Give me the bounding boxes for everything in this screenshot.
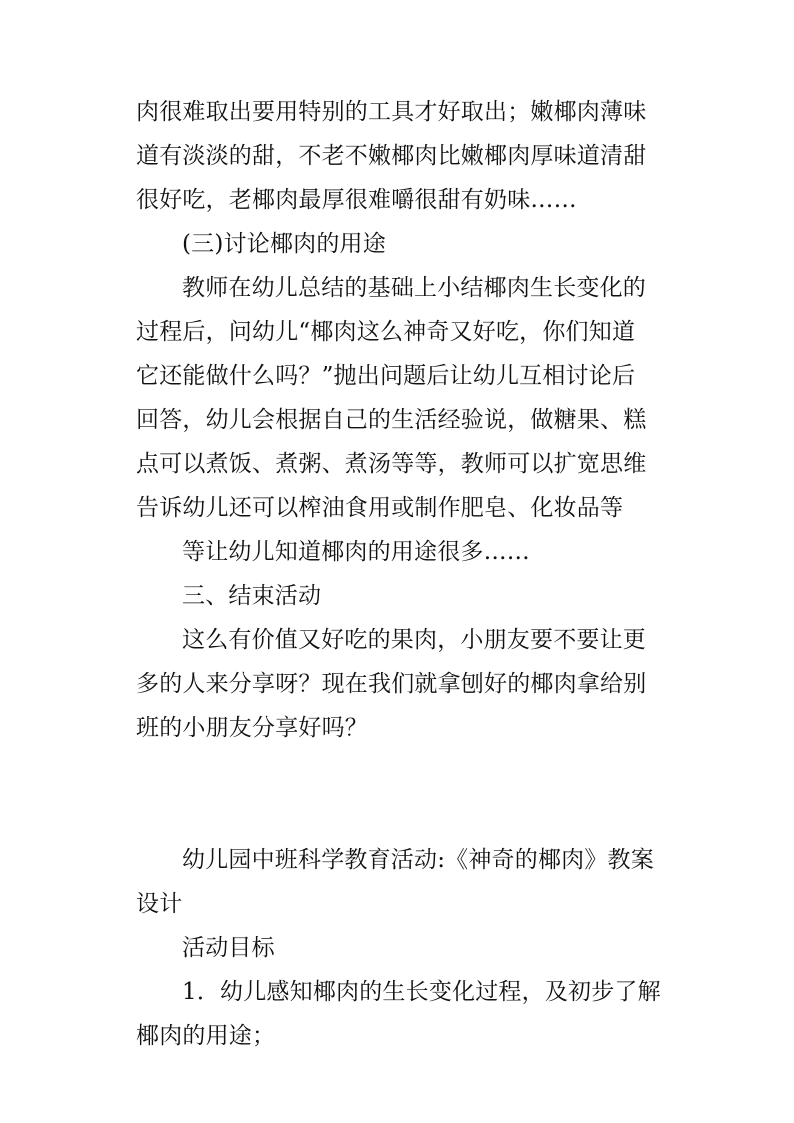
document-title-continued: 设计 xyxy=(136,891,183,917)
text-line: 肉很难取出要用特别的工具才好取出；嫩椰肉薄味 xyxy=(136,99,647,125)
document-title: 幼儿园中班科学教育活动:《神奇的椰肉》教案 xyxy=(182,847,654,873)
section-heading: 三、结束活动 xyxy=(182,583,322,609)
section-heading: 活动目标 xyxy=(182,935,275,961)
text-line: 很好吃，老椰肉最厚很难嚼很甜有奶味…… xyxy=(136,187,577,213)
paragraph-start: 这么有价值又好吃的果肉，小朋友要不要让更 xyxy=(182,627,646,653)
text-line: 等让幼儿知道椰肉的用途很多…… xyxy=(182,539,530,565)
subheading: (三)讨论椰肉的用途 xyxy=(182,231,386,257)
text-line: 道有淡淡的甜，不老不嫩椰肉比嫩椰肉厚味道清甜 xyxy=(136,143,647,169)
list-item-continued: 椰肉的用途； xyxy=(136,1023,276,1049)
paragraph-start: 教师在幼儿总结的基础上小结椰肉生长变化的 xyxy=(182,275,646,301)
text-line: 过程后，问幼儿“椰肉这么神奇又好吃，你们知道 xyxy=(136,319,636,345)
text-line: 班的小朋友分享好吗？ xyxy=(136,715,368,741)
text-line: 告诉幼儿还可以榨油食用或制作肥皂、化妆品等 xyxy=(136,495,624,521)
text-line: 多的人来分享呀？现在我们就拿刨好的椰肉拿给别 xyxy=(136,671,647,697)
list-item: 1．幼儿感知椰肉的生长变化过程，及初步了解 xyxy=(182,979,661,1005)
text-line: 回答，幼儿会根据自己的生活经验说，做糖果、糕 xyxy=(136,407,647,433)
text-line: 点可以煮饭、煮粥、煮汤等等，教师可以扩宽思维 xyxy=(136,451,647,477)
text-line: 它还能做什么吗？”抛出问题后让幼儿互相讨论后 xyxy=(136,363,636,389)
